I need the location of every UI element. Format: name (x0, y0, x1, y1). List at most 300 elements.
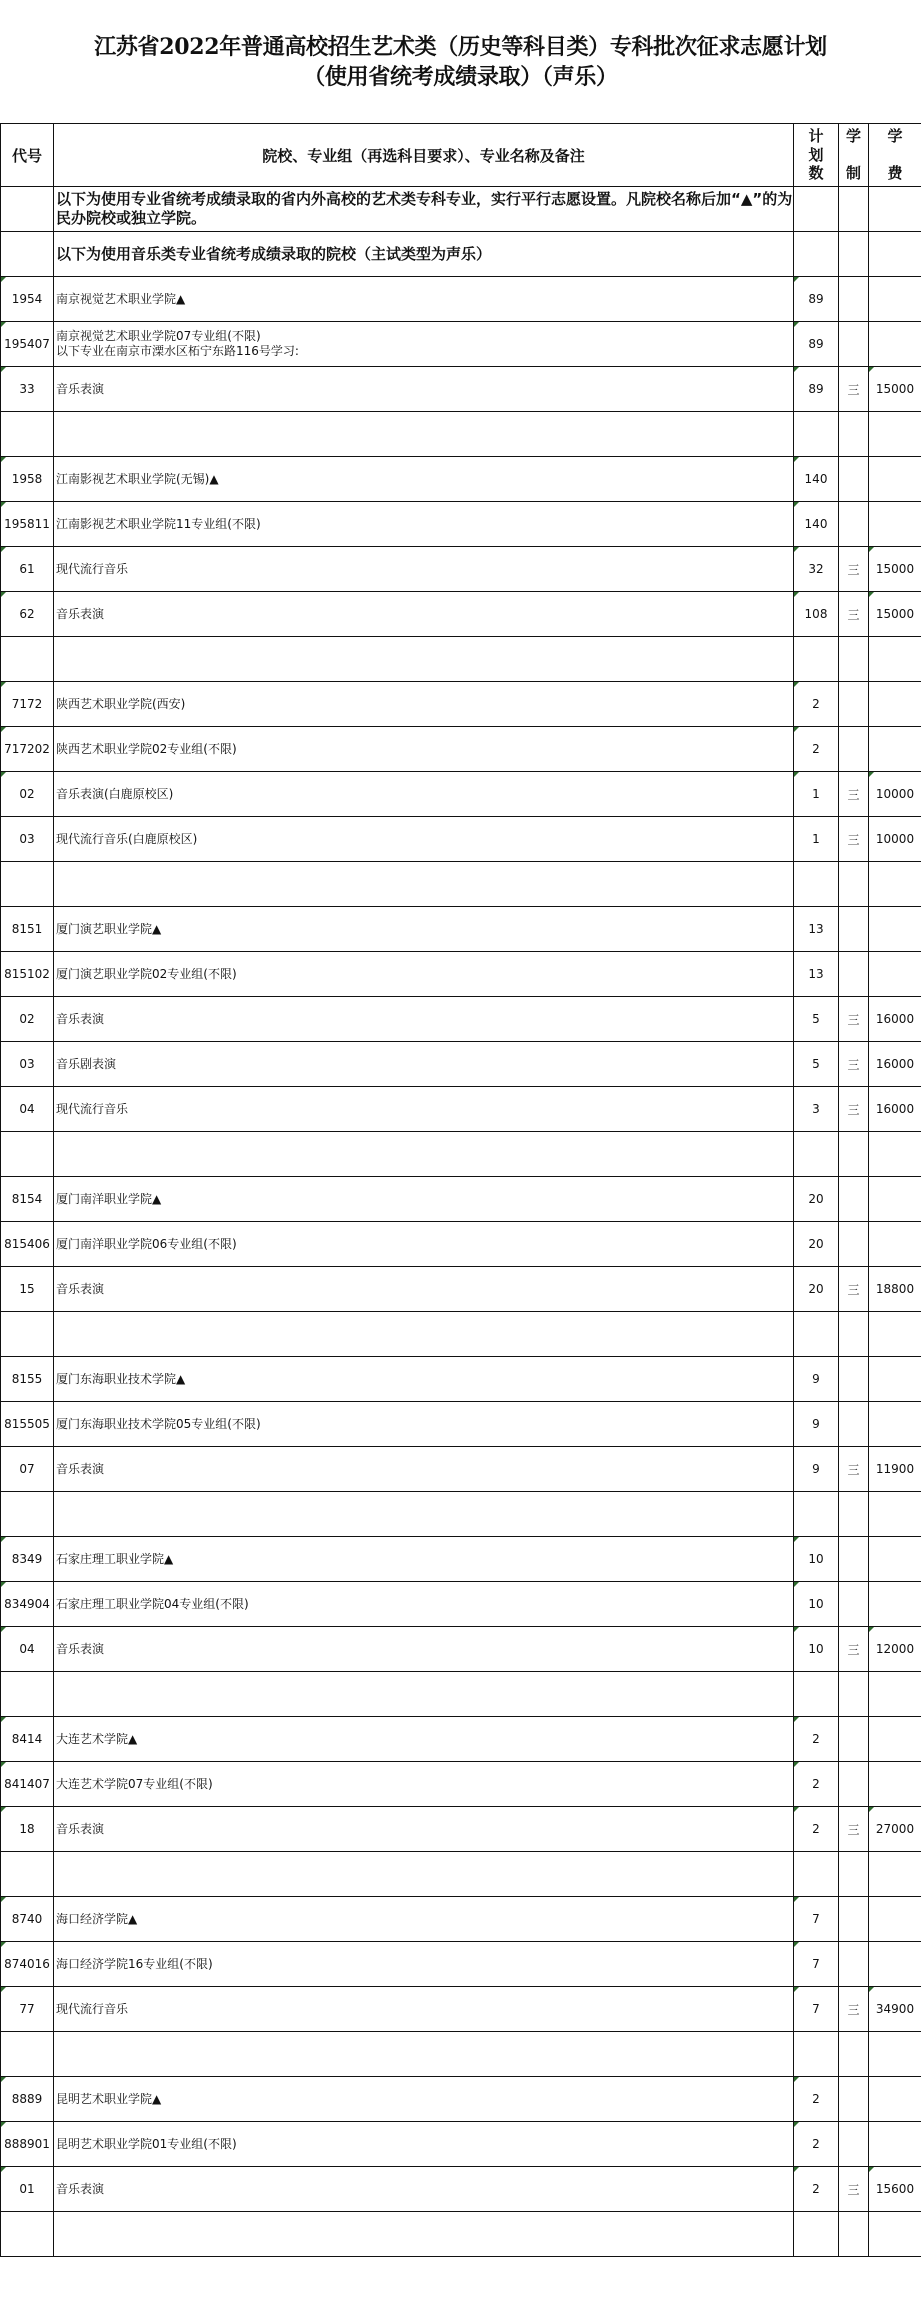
cell-plan (794, 1267, 839, 1312)
cell-fee-text: 18800 (875, 1282, 915, 1296)
cell-fee (869, 2077, 921, 2122)
cell-duration (839, 1267, 869, 1312)
cell-name (54, 1402, 794, 1447)
cell-duration (839, 1717, 869, 1762)
cell-duration (839, 862, 869, 907)
cell-duration (839, 1357, 869, 1402)
error-marker-icon (869, 2167, 874, 2172)
cell-duration (839, 322, 869, 367)
cell-name (54, 1537, 794, 1582)
cell-duration (839, 1087, 869, 1132)
cell-fee-text: 11900 (875, 1462, 915, 1476)
table-row (1, 952, 921, 997)
title-line-1: 江苏省2022年普通高校招生艺术类（历史等科目类）专科批次征求志愿计划 (94, 34, 827, 60)
cell-plan-text: 89 (808, 292, 824, 306)
cell-code (1, 1897, 54, 1942)
table-row (1, 907, 921, 952)
cell-duration-text: 三 (847, 1282, 860, 1297)
error-marker-icon (794, 457, 799, 462)
cell-fee-text: 34900 (875, 2002, 915, 2016)
cell-name (54, 1627, 794, 1672)
cell-duration (839, 907, 869, 952)
cell-code (1, 2077, 54, 2122)
cell-name-text: 江南影视艺术职业学院(无锡)▲ (56, 471, 219, 486)
cell-name-text: 音乐表演 (56, 1641, 105, 1656)
cell-duration-text: 三 (847, 1012, 860, 1027)
cell-name (54, 2167, 794, 2212)
table-row (1, 1582, 921, 1627)
error-marker-icon (1, 1582, 6, 1587)
cell-fee (869, 727, 921, 772)
table-row (1, 457, 921, 502)
cell-code (1, 1807, 54, 1852)
cell-duration (839, 817, 869, 862)
cell-plan (794, 1582, 839, 1627)
cell-fee (869, 457, 921, 502)
cell-duration (839, 682, 869, 727)
cell-name (54, 457, 794, 502)
cell-code (1, 952, 54, 997)
cell-name (54, 2077, 794, 2122)
table-row (1, 1537, 921, 1582)
cell-duration-text: 三 (847, 1822, 860, 1837)
cell-duration (839, 457, 869, 502)
cell-code-text: 8154 (11, 1192, 43, 1206)
error-marker-icon (1, 547, 6, 552)
cell-fee (869, 997, 921, 1042)
header-plan-char: 数 (808, 164, 824, 182)
cell-name (54, 862, 794, 907)
cell-code (1, 862, 54, 907)
cell-plan (794, 502, 839, 547)
error-marker-icon (869, 772, 874, 777)
cell-name (54, 1897, 794, 1942)
cell-duration-text: 三 (847, 1642, 860, 1657)
cell-plan (794, 1762, 839, 1807)
table-row (1, 1087, 921, 1132)
cell-name (54, 547, 794, 592)
cell-name (54, 682, 794, 727)
cell-name-text: 陕西艺术职业学院02专业组(不限) (56, 741, 237, 756)
cell-duration (839, 1672, 869, 1717)
cell-code (1, 997, 54, 1042)
cell-duration (839, 1582, 869, 1627)
header-fee-char: 费 (887, 164, 903, 182)
table-row (1, 862, 921, 907)
cell-plan-text: 9 (812, 1372, 820, 1386)
cell-fee (869, 277, 921, 322)
cell-name (54, 1087, 794, 1132)
cell-duration (839, 1762, 869, 1807)
table-row (1, 1762, 921, 1807)
cell-fee (869, 547, 921, 592)
cell-plan (794, 1807, 839, 1852)
cell-name-text: 音乐表演 (56, 1011, 105, 1026)
cell-code-text: 874016 (4, 1957, 50, 1971)
error-marker-icon (1, 772, 6, 777)
cell-duration-text: 三 (847, 1462, 860, 1477)
cell-duration (839, 592, 869, 637)
cell-code-text: 04 (19, 1102, 35, 1116)
cell-name-text: 江南影视艺术职业学院11专业组(不限) (56, 516, 261, 531)
cell-duration (839, 2077, 869, 2122)
cell-fee-text: 15000 (875, 607, 915, 621)
cell-code-text: 02 (19, 787, 35, 801)
table-row (1, 547, 921, 592)
cell-duration (839, 1537, 869, 1582)
table-row (1, 367, 921, 412)
cell-plan-text: 7 (812, 2002, 820, 2016)
cell-plan-text: 9 (812, 1462, 820, 1476)
cell-code (1, 1942, 54, 1987)
cell-code (1, 2122, 54, 2167)
error-marker-icon (794, 277, 799, 282)
cell-name (54, 322, 794, 367)
cell-name (54, 1762, 794, 1807)
cell-duration (839, 1627, 869, 1672)
cell-plan-text: 9 (812, 1417, 820, 1431)
cell-code-text: 8740 (11, 1912, 43, 1926)
error-marker-icon (794, 547, 799, 552)
cell-fee (869, 1852, 921, 1897)
cell-plan (794, 997, 839, 1042)
cell-name-text: 大连艺术学院07专业组(不限) (56, 1776, 213, 1791)
cell-duration-text: 三 (847, 1102, 860, 1117)
cell-plan (794, 1042, 839, 1087)
cell-name (54, 1942, 794, 1987)
cell-duration (839, 277, 869, 322)
cell-duration-text: 三 (847, 787, 860, 802)
error-marker-icon (1, 1942, 6, 1947)
header-name: 院校、专业组（再选科目要求）、专业名称及备注 (54, 124, 794, 187)
error-marker-icon (1, 1762, 6, 1767)
error-marker-icon (869, 367, 874, 372)
error-marker-icon (1, 1987, 6, 1992)
error-marker-icon (794, 1897, 799, 1902)
table-row (1, 2167, 921, 2212)
cell-fee (869, 682, 921, 727)
cell-code (1, 1132, 54, 1177)
cell-fee (869, 1492, 921, 1537)
table-row (1, 997, 921, 1042)
error-marker-icon (869, 547, 874, 552)
cell-plan-text: 10 (808, 1552, 824, 1566)
cell-name (54, 1042, 794, 1087)
error-marker-icon (1, 2077, 6, 2082)
table-row (1, 727, 921, 772)
cell-duration (839, 367, 869, 412)
table-row (1, 772, 921, 817)
cell-plan (794, 1852, 839, 1897)
cell-code (1, 682, 54, 727)
cell-plan (794, 412, 839, 457)
cell-code (1, 727, 54, 772)
error-marker-icon (1, 502, 6, 507)
cell-plan (794, 1447, 839, 1492)
cell-plan (794, 1222, 839, 1267)
cell-code-text: 07 (19, 1462, 35, 1476)
table-row (1, 1942, 921, 1987)
error-marker-icon (794, 682, 799, 687)
cell-plan-text: 5 (812, 1057, 820, 1071)
cell-code-text: 815505 (4, 1417, 50, 1431)
cell-plan (794, 2122, 839, 2167)
cell-code (1, 502, 54, 547)
cell-code-text: 04 (19, 1642, 35, 1656)
cell-code-text: 03 (19, 1057, 35, 1071)
error-marker-icon (1, 457, 6, 462)
cell-name-text: 现代流行音乐 (56, 2001, 129, 2016)
error-marker-icon (794, 1807, 799, 1812)
cell-code (1, 367, 54, 412)
cell-duration (839, 637, 869, 682)
table-row (1, 2032, 921, 2077)
cell-fee (869, 1267, 921, 1312)
cell-plan (794, 1717, 839, 1762)
error-marker-icon (794, 1537, 799, 1542)
cell-plan (794, 277, 839, 322)
cell-name (54, 1582, 794, 1627)
cell-plan (794, 547, 839, 592)
cell-name-text: 厦门演艺职业学院▲ (56, 921, 162, 936)
cell-fee (869, 1402, 921, 1447)
error-marker-icon (794, 1717, 799, 1722)
cell-plan (794, 592, 839, 637)
cell-fee (869, 862, 921, 907)
title-line-2: （使用省统考成绩录取）（声乐） (303, 64, 618, 90)
cell-fee (869, 2167, 921, 2212)
table-row (1, 1492, 921, 1537)
cell-code (1, 1672, 54, 1717)
cell-name (54, 997, 794, 1042)
cell-name-text: 厦门演艺职业学院02专业组(不限) (56, 966, 237, 981)
cell-code-text: 01 (19, 2182, 35, 2196)
error-marker-icon (1, 1897, 6, 1902)
cell-code (1, 1222, 54, 1267)
cell-code (1, 277, 54, 322)
table-row (1, 592, 921, 637)
error-marker-icon (1, 1807, 6, 1812)
cell-fee (869, 2032, 921, 2077)
cell-code-text: 8414 (11, 1732, 43, 1746)
cell-duration (839, 952, 869, 997)
cell-name-text: 现代流行音乐(白鹿原校区) (56, 831, 198, 846)
cell-plan (794, 1627, 839, 1672)
cell-duration-text: 三 (847, 1057, 860, 1072)
cell-plan-text: 89 (808, 382, 824, 396)
cell-fee (869, 1987, 921, 2032)
cell-duration (839, 772, 869, 817)
cell-fee (869, 907, 921, 952)
error-marker-icon (1, 367, 6, 372)
cell-name (54, 727, 794, 772)
cell-code-text: 815102 (4, 967, 50, 981)
table-row (1, 1987, 921, 2032)
cell-fee (869, 1717, 921, 1762)
error-marker-icon (1, 682, 6, 687)
cell-code (1, 1177, 54, 1222)
table-row (1, 2077, 921, 2122)
cell-name (54, 1672, 794, 1717)
cell-name-text: 厦门东海职业技术学院05专业组(不限) (56, 1416, 261, 1431)
cell-name-remark: 以下专业在南京市溧水区柘宁东路116号学习: (56, 344, 299, 358)
table-row (1, 502, 921, 547)
cell-code-text: 195811 (4, 517, 50, 531)
cell-code (1, 2167, 54, 2212)
cell-duration-text: 三 (847, 562, 860, 577)
cell-code (1, 1717, 54, 1762)
cell-code-text: 33 (19, 382, 35, 396)
cell-code-text: 7172 (11, 697, 43, 711)
table-row (1, 1402, 921, 1447)
cell-plan (794, 2077, 839, 2122)
header-row (1, 124, 921, 187)
cell-fee (869, 1582, 921, 1627)
cell-fee (869, 1897, 921, 1942)
cell-plan (794, 862, 839, 907)
error-marker-icon (869, 1987, 874, 1992)
cell-fee (869, 637, 921, 682)
cell-fee (869, 1627, 921, 1672)
cell-code (1, 772, 54, 817)
cell-plan-text: 13 (808, 967, 824, 981)
cell-fee-text: 10000 (875, 787, 915, 801)
cell-name (54, 1717, 794, 1762)
cell-plan (794, 2212, 839, 2257)
cell-fee (869, 367, 921, 412)
cell-duration (839, 2032, 869, 2077)
cell-code-text: 1954 (11, 292, 43, 306)
table-row (1, 1357, 921, 1402)
cell-name (54, 1492, 794, 1537)
cell-name (54, 772, 794, 817)
cell-plan-text: 20 (808, 1237, 824, 1251)
cell-fee (869, 592, 921, 637)
error-marker-icon (1, 727, 6, 732)
cell-plan-text: 89 (808, 337, 824, 351)
cell-plan-text: 2 (812, 742, 820, 756)
table-row (1, 1447, 921, 1492)
cell-name-text: 现代流行音乐 (56, 1101, 129, 1116)
cell-fee (869, 322, 921, 367)
cell-fee-text: 12000 (875, 1642, 915, 1656)
cell-code (1, 817, 54, 862)
cell-name-text: 现代流行音乐 (56, 561, 129, 576)
cell-fee (869, 772, 921, 817)
cell-fee (869, 1177, 921, 1222)
error-marker-icon (869, 1627, 874, 1632)
cell-code-text: 195407 (4, 337, 50, 351)
table-row (1, 1807, 921, 1852)
error-marker-icon (1, 277, 6, 282)
note-text: 以下为使用音乐类专业省统考成绩录取的院校（主试类型为声乐） (54, 232, 794, 277)
table-row (1, 1267, 921, 1312)
error-marker-icon (794, 727, 799, 732)
cell-code (1, 457, 54, 502)
cell-code (1, 1357, 54, 1402)
cell-name-text: 厦门南洋职业学院▲ (56, 1191, 162, 1206)
cell-duration-text: 三 (847, 382, 860, 397)
cell-fee-text: 16000 (875, 1102, 915, 1116)
cell-duration (839, 1807, 869, 1852)
cell-plan (794, 817, 839, 862)
cell-plan-text: 2 (812, 697, 820, 711)
cell-name-text: 音乐表演 (56, 2181, 105, 2196)
cell-duration-text: 三 (847, 832, 860, 847)
cell-plan (794, 1987, 839, 2032)
cell-name (54, 817, 794, 862)
cell-code (1, 1987, 54, 2032)
cell-name (54, 1357, 794, 1402)
cell-plan (794, 1177, 839, 1222)
cell-plan (794, 1672, 839, 1717)
cell-fee (869, 1132, 921, 1177)
cell-plan (794, 952, 839, 997)
cell-duration (839, 2122, 869, 2167)
cell-name-text: 大连艺术学院▲ (56, 1731, 138, 1746)
cell-name (54, 1852, 794, 1897)
cell-plan (794, 1132, 839, 1177)
cell-code (1, 2032, 54, 2077)
error-marker-icon (794, 1987, 799, 1992)
error-marker-icon (794, 2122, 799, 2127)
cell-fee (869, 1357, 921, 1402)
cell-plan (794, 1897, 839, 1942)
table-row (1, 1852, 921, 1897)
table-row (1, 1042, 921, 1087)
cell-code (1, 1402, 54, 1447)
cell-plan (794, 1357, 839, 1402)
cell-code-text: 717202 (4, 742, 50, 756)
table-row (1, 1222, 921, 1267)
cell-code (1, 592, 54, 637)
cell-plan (794, 637, 839, 682)
cell-duration (839, 727, 869, 772)
cell-plan-text: 2 (812, 2137, 820, 2151)
cell-name-text: 海口经济学院▲ (56, 1911, 138, 1926)
cell-code-text: 61 (19, 562, 35, 576)
cell-code (1, 1537, 54, 1582)
cell-code-text: 1958 (11, 472, 43, 486)
header-duration-char: 学 (845, 127, 861, 145)
cell-code-text: 8151 (11, 922, 43, 936)
header-fee-char: 学 (887, 127, 903, 145)
table-row (1, 1717, 921, 1762)
error-marker-icon (869, 592, 874, 597)
table-row (1, 1132, 921, 1177)
cell-duration (839, 997, 869, 1042)
cell-code (1, 547, 54, 592)
cell-code-text: 8349 (11, 1552, 43, 1566)
cell-duration-text: 三 (847, 2002, 860, 2017)
cell-name-text: 音乐表演 (56, 1281, 105, 1296)
error-marker-icon (794, 1627, 799, 1632)
cell-plan (794, 2032, 839, 2077)
table-row (1, 1177, 921, 1222)
cell-plan-text: 1 (812, 832, 820, 846)
cell-code-text: 8889 (11, 2092, 43, 2106)
header-plan-char: 划 (808, 145, 824, 164)
error-marker-icon (794, 1762, 799, 1767)
cell-duration (839, 1042, 869, 1087)
cell-name-text: 音乐表演 (56, 1821, 105, 1836)
cell-duration-text: 三 (847, 2182, 860, 2197)
cell-plan-text: 20 (808, 1192, 824, 1206)
cell-duration (839, 1942, 869, 1987)
cell-plan (794, 1537, 839, 1582)
cell-fee (869, 2122, 921, 2167)
table-row (1, 2122, 921, 2167)
